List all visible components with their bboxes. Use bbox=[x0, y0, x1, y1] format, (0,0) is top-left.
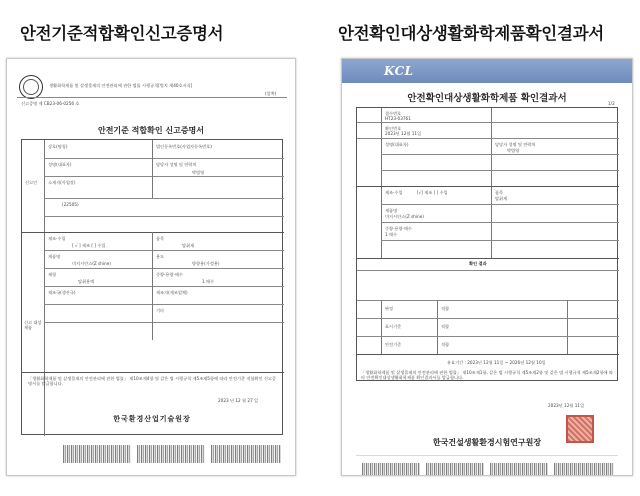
footer-note: 「생활화학제품 및 살생물제의 안전관리에 관한 법률」 제10조제1항, 같은 법 시행규칙 제5조제2항 및 같은 법 시행규칙 제5조제2항에 따라 안전확인대상생활화학제품 확인결과서를 발급합니다. bbox=[361, 370, 613, 380]
right-heading: 안전확인대상생활화학제품확인결과서 bbox=[338, 24, 604, 43]
cert-number: 신고증명 제 CB23-06-0256 호 bbox=[21, 101, 80, 106]
report-table bbox=[356, 107, 618, 381]
field-label: 성명(대표자) bbox=[48, 162, 72, 167]
issue-date: 2023 년 12 월 27 일 bbox=[218, 398, 259, 403]
field-value: 방향용(가정용) bbox=[192, 261, 220, 266]
field-label: 품목 bbox=[495, 190, 504, 195]
redacted-barcode bbox=[362, 463, 420, 475]
field-label: 제품명 bbox=[385, 208, 398, 213]
result-item: 표시기준 bbox=[385, 324, 402, 329]
field-label: 제품명 bbox=[48, 254, 61, 259]
page-number: 1/2 bbox=[608, 101, 615, 106]
issuer-name: 한국환경산업기술원장 bbox=[113, 415, 191, 423]
field-label: 제형 bbox=[48, 272, 57, 277]
field-label: 성명(대표자) bbox=[385, 142, 409, 147]
issue-date: 2023년 12월 11일 bbox=[548, 403, 585, 408]
field-label: 확인번호 bbox=[385, 126, 402, 131]
field-label: 중량·용량·매수 bbox=[156, 272, 183, 277]
field-label: 제조국(생산국) bbox=[48, 290, 76, 295]
field-value: (22505) bbox=[62, 202, 79, 207]
redacted-barcode bbox=[63, 445, 131, 463]
field-value: 박범영 bbox=[507, 148, 520, 153]
field-label: 소재지(사업장) bbox=[48, 180, 76, 185]
field-label: 접수번호 bbox=[385, 111, 402, 116]
result-item: 안전기준 bbox=[385, 342, 402, 347]
field-label: 용도 bbox=[156, 254, 165, 259]
left-heading: 안전기준적합확인신고증명서 bbox=[20, 24, 224, 43]
field-label: 담당자 성명 및 연락처 bbox=[495, 142, 536, 147]
validity-period: 유효기간 : 2023년 12월 11일 ~ 2026년 12월 10일 bbox=[447, 360, 546, 365]
field-value: 1 매수 bbox=[385, 232, 398, 237]
field-value: 탈취제 bbox=[182, 243, 195, 248]
field-label: 담당자 성명 및 연락처 bbox=[156, 162, 197, 167]
field-value: 탈취용액 bbox=[78, 279, 95, 284]
field-value: 2023년 12월 11일 bbox=[385, 131, 422, 136]
field-label: 중량·용량·매수 bbox=[385, 226, 412, 231]
footer-note: 「생활화학제품 및 살생물제의 안전관리에 관한 법률」 제10조제4항 및 같은 법 시행규칙 제5조제5항에 따라 안전기준 적합확인 신고증명서를 발급합니다. bbox=[28, 376, 276, 386]
result-heading: 확인 결과 bbox=[469, 261, 487, 266]
form-top-note: 생활화학제품 및 살생물제의 안전관리에 관한 법률 시행규칙[별지 제40호서식] bbox=[49, 83, 193, 88]
field-label: 품목 bbox=[156, 236, 165, 241]
form-table bbox=[21, 139, 283, 435]
form-title: 안전기준 적합확인 신고증명서 bbox=[97, 126, 205, 135]
product-confirmation-report bbox=[341, 58, 633, 476]
issuer-name: 한국건설생활환경시험연구원장 bbox=[432, 438, 542, 447]
field-value: [√] 제조 [ ] 수입 bbox=[417, 190, 448, 195]
field-value: 탈취제 bbox=[495, 196, 508, 201]
redacted-barcode bbox=[137, 445, 205, 463]
redacted-barcode bbox=[211, 445, 281, 463]
result-value: 적합 bbox=[441, 342, 450, 347]
report-title: 안전확인대상생활화학제품 확인결과서 bbox=[407, 93, 567, 104]
redacted-barcode bbox=[490, 463, 548, 475]
result-value: 적합 bbox=[441, 306, 450, 311]
field-label: 법인등록번호(사업자등록번호) bbox=[156, 144, 212, 149]
field-value: 1 매수 bbox=[202, 279, 215, 284]
field-label: 상호(명칭) bbox=[48, 144, 68, 149]
field-label: 제조·수입 bbox=[385, 190, 403, 195]
field-value: 미지시안스(Z shine) bbox=[72, 261, 111, 266]
field-value: [ √ ] 제조 [ ] 수입 bbox=[72, 243, 106, 248]
safety-standard-certificate bbox=[6, 58, 296, 476]
section-applicant: 신고인 bbox=[25, 180, 38, 185]
result-item: 판정 bbox=[385, 306, 394, 311]
field-label: 제조자(제조업체) bbox=[156, 290, 188, 295]
official-seal-icon bbox=[19, 75, 43, 99]
field-value: HT23-03761 bbox=[385, 116, 411, 121]
section-target: 신고 대상 제품 bbox=[24, 320, 42, 330]
field-value: 미지시안스(Z shine) bbox=[385, 214, 424, 219]
redacted-barcode bbox=[554, 463, 614, 475]
result-value: 적합 bbox=[441, 324, 450, 329]
field-value: 박범영 bbox=[192, 170, 205, 175]
field-label: 기타 bbox=[156, 308, 165, 313]
kcl-logo: KCL bbox=[384, 64, 414, 78]
redacted-barcode bbox=[426, 463, 484, 475]
form-corner-note: (앞쪽) bbox=[265, 91, 277, 96]
field-label: 제조·수입 bbox=[48, 236, 66, 241]
